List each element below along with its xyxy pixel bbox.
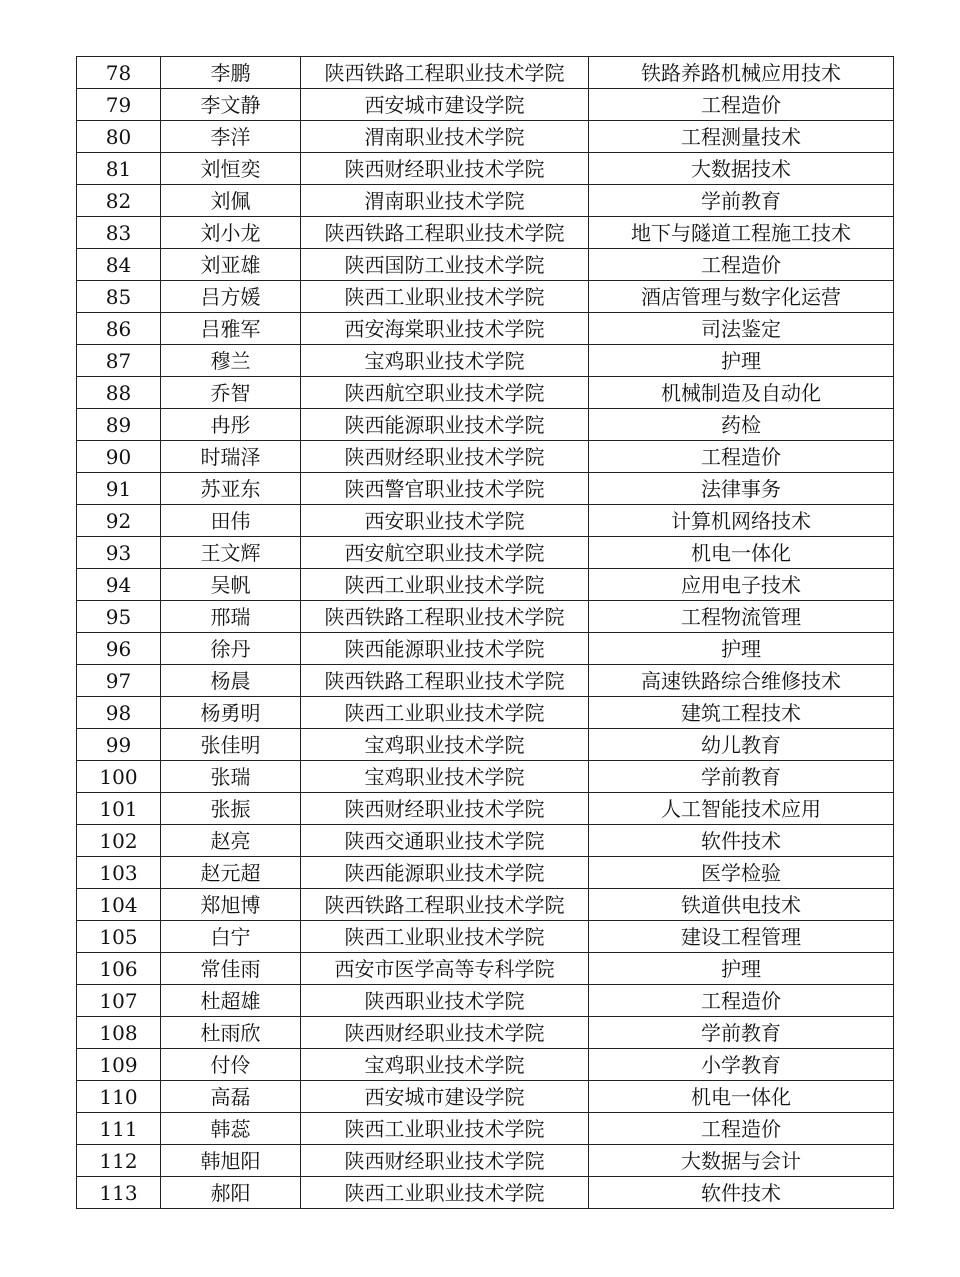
table-row (77, 441, 894, 473)
name-cell: 赵元超 (161, 857, 301, 889)
name-cell: 吴帆 (161, 569, 301, 601)
row-number-cell: 87 (77, 345, 161, 377)
major-cell: 工程造价 (589, 89, 894, 121)
name-cell: 张瑞 (161, 761, 301, 793)
name-cell: 付伶 (161, 1049, 301, 1081)
table-row (77, 1145, 894, 1177)
major-cell: 地下与隧道工程施工技术 (589, 217, 894, 249)
row-number-cell: 93 (77, 537, 161, 569)
table-row (77, 985, 894, 1017)
major-cell: 软件技术 (589, 1177, 894, 1209)
table-row (77, 825, 894, 857)
name-cell: 张振 (161, 793, 301, 825)
row-number-cell: 85 (77, 281, 161, 313)
major-cell: 法律事务 (589, 473, 894, 505)
row-number-cell: 80 (77, 121, 161, 153)
major-cell: 计算机网络技术 (589, 505, 894, 537)
major-cell: 建设工程管理 (589, 921, 894, 953)
school-cell: 陕西财经职业技术学院 (301, 1145, 589, 1177)
school-cell: 陕西交通职业技术学院 (301, 825, 589, 857)
row-number-cell: 86 (77, 313, 161, 345)
name-cell: 吕方媛 (161, 281, 301, 313)
table-row (77, 697, 894, 729)
row-number-cell: 98 (77, 697, 161, 729)
table-row (77, 889, 894, 921)
school-cell: 渭南职业技术学院 (301, 121, 589, 153)
row-number-cell: 112 (77, 1145, 161, 1177)
row-number-cell: 101 (77, 793, 161, 825)
major-cell: 学前教育 (589, 1017, 894, 1049)
name-cell: 常佳雨 (161, 953, 301, 985)
name-cell: 刘小龙 (161, 217, 301, 249)
name-cell: 刘恒奕 (161, 153, 301, 185)
row-number-cell: 78 (77, 57, 161, 89)
roster-table (76, 56, 894, 1209)
row-number-cell: 81 (77, 153, 161, 185)
name-cell: 杨勇明 (161, 697, 301, 729)
major-cell: 建筑工程技术 (589, 697, 894, 729)
table-row (77, 345, 894, 377)
row-number-cell: 110 (77, 1081, 161, 1113)
roster-table-body (77, 57, 894, 1209)
major-cell: 工程造价 (589, 441, 894, 473)
school-cell: 陕西财经职业技术学院 (301, 441, 589, 473)
major-cell: 小学教育 (589, 1049, 894, 1081)
major-cell: 工程测量技术 (589, 121, 894, 153)
row-number-cell: 108 (77, 1017, 161, 1049)
table-row (77, 537, 894, 569)
row-number-cell: 90 (77, 441, 161, 473)
table-row (77, 857, 894, 889)
major-cell: 护理 (589, 633, 894, 665)
row-number-cell: 109 (77, 1049, 161, 1081)
table-row (77, 665, 894, 697)
table-row (77, 281, 894, 313)
table-row (77, 57, 894, 89)
row-number-cell: 105 (77, 921, 161, 953)
major-cell: 大数据技术 (589, 153, 894, 185)
row-number-cell: 82 (77, 185, 161, 217)
name-cell: 苏亚东 (161, 473, 301, 505)
table-row (77, 121, 894, 153)
major-cell: 人工智能技术应用 (589, 793, 894, 825)
table-row (77, 505, 894, 537)
row-number-cell: 97 (77, 665, 161, 697)
school-cell: 宝鸡职业技术学院 (301, 345, 589, 377)
major-cell: 工程物流管理 (589, 601, 894, 633)
major-cell: 学前教育 (589, 761, 894, 793)
name-cell: 白宁 (161, 921, 301, 953)
major-cell: 学前教育 (589, 185, 894, 217)
row-number-cell: 107 (77, 985, 161, 1017)
row-number-cell: 100 (77, 761, 161, 793)
table-row (77, 1081, 894, 1113)
school-cell: 陕西铁路工程职业技术学院 (301, 217, 589, 249)
table-row (77, 633, 894, 665)
school-cell: 陕西能源职业技术学院 (301, 633, 589, 665)
major-cell: 药检 (589, 409, 894, 441)
name-cell: 杨晨 (161, 665, 301, 697)
major-cell: 护理 (589, 345, 894, 377)
row-number-cell: 92 (77, 505, 161, 537)
table-row (77, 569, 894, 601)
row-number-cell: 106 (77, 953, 161, 985)
row-number-cell: 95 (77, 601, 161, 633)
major-cell: 医学检验 (589, 857, 894, 889)
name-cell: 王文辉 (161, 537, 301, 569)
table-row (77, 313, 894, 345)
table-row (77, 409, 894, 441)
school-cell: 西安市医学高等专科学院 (301, 953, 589, 985)
name-cell: 李洋 (161, 121, 301, 153)
name-cell: 韩旭阳 (161, 1145, 301, 1177)
name-cell: 邢瑞 (161, 601, 301, 633)
major-cell: 机电一体化 (589, 1081, 894, 1113)
major-cell: 铁道供电技术 (589, 889, 894, 921)
major-cell: 工程造价 (589, 1113, 894, 1145)
school-cell: 宝鸡职业技术学院 (301, 729, 589, 761)
major-cell: 高速铁路综合维修技术 (589, 665, 894, 697)
major-cell: 护理 (589, 953, 894, 985)
row-number-cell: 88 (77, 377, 161, 409)
name-cell: 乔智 (161, 377, 301, 409)
school-cell: 陕西工业职业技术学院 (301, 1113, 589, 1145)
major-cell: 机械制造及自动化 (589, 377, 894, 409)
table-row (77, 249, 894, 281)
school-cell: 陕西警官职业技术学院 (301, 473, 589, 505)
school-cell: 陕西职业技术学院 (301, 985, 589, 1017)
school-cell: 陕西工业职业技术学院 (301, 569, 589, 601)
major-cell: 大数据与会计 (589, 1145, 894, 1177)
name-cell: 赵亮 (161, 825, 301, 857)
row-number-cell: 96 (77, 633, 161, 665)
name-cell: 杜雨欣 (161, 1017, 301, 1049)
school-cell: 陕西航空职业技术学院 (301, 377, 589, 409)
name-cell: 穆兰 (161, 345, 301, 377)
school-cell: 宝鸡职业技术学院 (301, 1049, 589, 1081)
school-cell: 陕西财经职业技术学院 (301, 793, 589, 825)
school-cell: 西安城市建设学院 (301, 89, 589, 121)
row-number-cell: 103 (77, 857, 161, 889)
school-cell: 陕西铁路工程职业技术学院 (301, 57, 589, 89)
major-cell: 工程造价 (589, 249, 894, 281)
school-cell: 陕西工业职业技术学院 (301, 697, 589, 729)
table-row (77, 473, 894, 505)
name-cell: 郑旭博 (161, 889, 301, 921)
table-row (77, 377, 894, 409)
table-row (77, 185, 894, 217)
major-cell: 应用电子技术 (589, 569, 894, 601)
school-cell: 陕西能源职业技术学院 (301, 409, 589, 441)
table-row (77, 89, 894, 121)
major-cell: 铁路养路机械应用技术 (589, 57, 894, 89)
row-number-cell: 99 (77, 729, 161, 761)
school-cell: 西安职业技术学院 (301, 505, 589, 537)
school-cell: 陕西工业职业技术学院 (301, 1177, 589, 1209)
row-number-cell: 111 (77, 1113, 161, 1145)
row-number-cell: 84 (77, 249, 161, 281)
name-cell: 刘佩 (161, 185, 301, 217)
school-cell: 西安航空职业技术学院 (301, 537, 589, 569)
table-row (77, 793, 894, 825)
name-cell: 李鹏 (161, 57, 301, 89)
table-row (77, 217, 894, 249)
school-cell: 西安城市建设学院 (301, 1081, 589, 1113)
major-cell: 酒店管理与数字化运营 (589, 281, 894, 313)
name-cell: 张佳明 (161, 729, 301, 761)
row-number-cell: 83 (77, 217, 161, 249)
row-number-cell: 113 (77, 1177, 161, 1209)
school-cell: 西安海棠职业技术学院 (301, 313, 589, 345)
table-row (77, 1049, 894, 1081)
name-cell: 高磊 (161, 1081, 301, 1113)
school-cell: 陕西铁路工程职业技术学院 (301, 889, 589, 921)
table-row (77, 153, 894, 185)
school-cell: 陕西工业职业技术学院 (301, 281, 589, 313)
school-cell: 陕西国防工业技术学院 (301, 249, 589, 281)
name-cell: 时瑞泽 (161, 441, 301, 473)
school-cell: 陕西财经职业技术学院 (301, 1017, 589, 1049)
school-cell: 陕西铁路工程职业技术学院 (301, 601, 589, 633)
name-cell: 杜超雄 (161, 985, 301, 1017)
name-cell: 韩蕊 (161, 1113, 301, 1145)
major-cell: 软件技术 (589, 825, 894, 857)
major-cell: 幼儿教育 (589, 729, 894, 761)
table-row (77, 1113, 894, 1145)
major-cell: 机电一体化 (589, 537, 894, 569)
table-row (77, 761, 894, 793)
row-number-cell: 94 (77, 569, 161, 601)
table-row (77, 953, 894, 985)
table-row (77, 729, 894, 761)
name-cell: 郝阳 (161, 1177, 301, 1209)
row-number-cell: 104 (77, 889, 161, 921)
school-cell: 陕西财经职业技术学院 (301, 153, 589, 185)
name-cell: 刘亚雄 (161, 249, 301, 281)
row-number-cell: 79 (77, 89, 161, 121)
school-cell: 宝鸡职业技术学院 (301, 761, 589, 793)
school-cell: 陕西工业职业技术学院 (301, 921, 589, 953)
name-cell: 李文静 (161, 89, 301, 121)
row-number-cell: 91 (77, 473, 161, 505)
major-cell: 工程造价 (589, 985, 894, 1017)
name-cell: 徐丹 (161, 633, 301, 665)
school-cell: 陕西能源职业技术学院 (301, 857, 589, 889)
name-cell: 冉彤 (161, 409, 301, 441)
name-cell: 田伟 (161, 505, 301, 537)
school-cell: 陕西铁路工程职业技术学院 (301, 665, 589, 697)
name-cell: 吕雅军 (161, 313, 301, 345)
table-row (77, 1017, 894, 1049)
row-number-cell: 89 (77, 409, 161, 441)
table-row (77, 601, 894, 633)
major-cell: 司法鉴定 (589, 313, 894, 345)
school-cell: 渭南职业技术学院 (301, 185, 589, 217)
table-row (77, 921, 894, 953)
row-number-cell: 102 (77, 825, 161, 857)
table-row (77, 1177, 894, 1209)
